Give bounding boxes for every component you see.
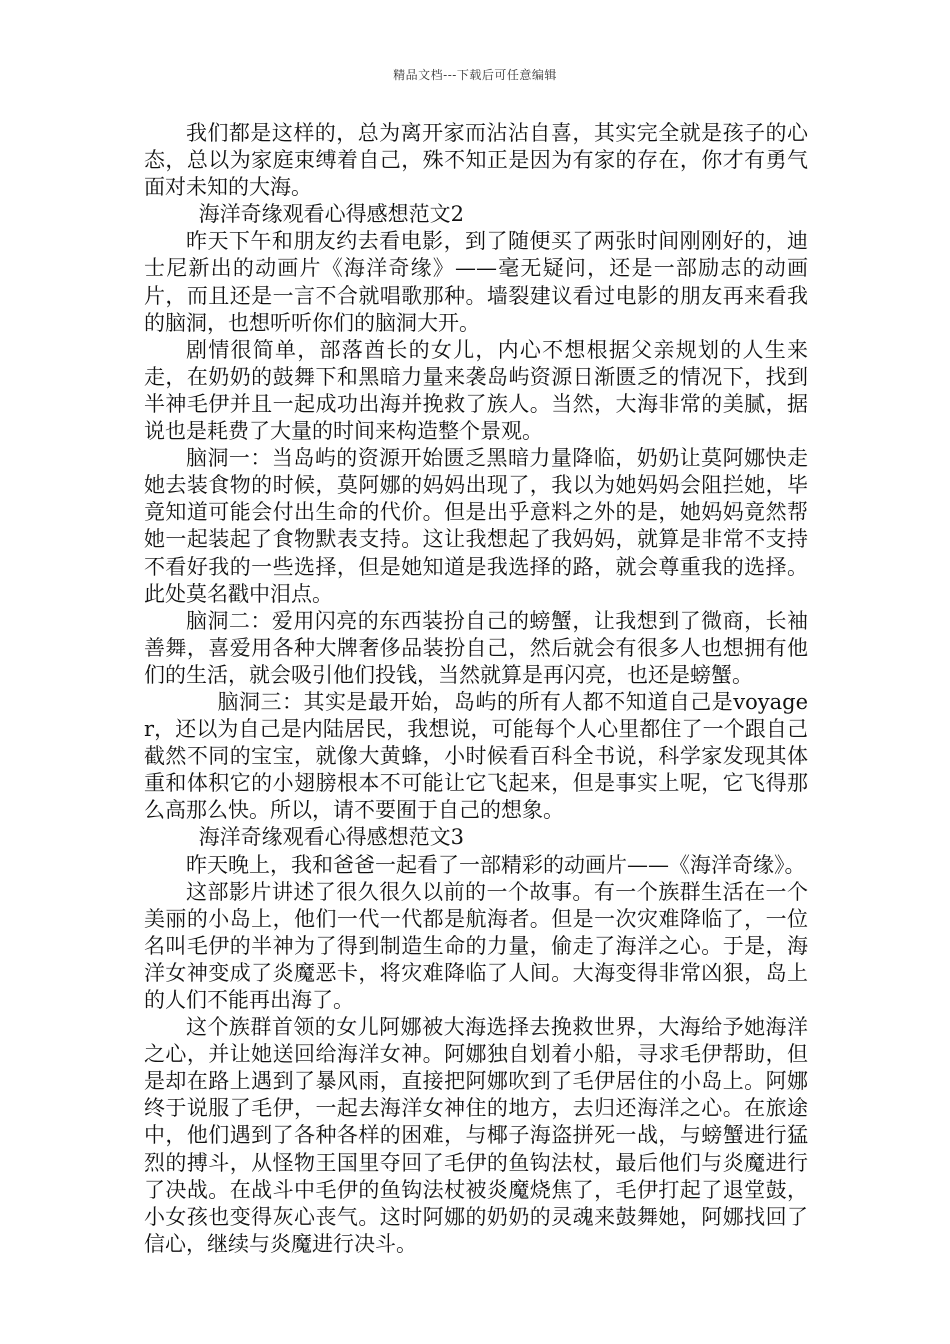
document-body [144,120,808,1258]
paragraph-movie-intro: 昨天下午和朋友约去看电影，到了随便买了两张时间刚刚好的，迪士尼新出的动画片《海洋奇缘》——毫无疑问，还是一部励志的动画片，而且还是一言不合就唱歌那种。墙裂建议看过电影的朋友再来看我的脑洞，也想听听你们的脑洞大开。 [144,229,808,335]
paragraph-watching-with-dad: 昨天晚上，我和爸爸一起看了一部精彩的动画片——《海洋奇缘》。 [186,852,806,877]
paragraph-journey: 这个族群首领的女儿阿娜被大海选择去挽救世界，大海给予她海洋之心，并让她送回给海洋女神。阿娜独自划着小船，寻求毛伊帮助，但是却在路上遇到了暴风雨，直接把阿娜吹到了毛伊居住的小岛上。阿娜终于说服了毛伊，一起去海洋女神住的地方，去归还海洋之心。在旅途中，他们遇到了各种各样的困难，与椰子海盗拼死一战，与螃蟹进行猛烈的搏斗，从怪物王国里夺回了毛伊的鱼钩法杖，最后他们与炎魔进行了决战。在战斗中毛伊的鱼钩法杖被炎魔烧焦了，毛伊打起了退堂鼓，小女孩也变得灰心丧气。这时阿娜的奶奶的灵魂来鼓舞她，阿娜找回了信心，继续与炎魔进行决斗。 [144,1015,808,1256]
page-header: 精品文档---下载后可任意编辑 [393,68,557,82]
paragraph-idea-one: 脑洞一：当岛屿的资源开始匮乏黑暗力量降临，奶奶让莫阿娜快走她去装食物的时候，莫阿娜的妈妈出现了，我以为她妈妈会阻拦她，毕竟知道可能会付出生命的代价。但是出乎意料之外的是，她妈妈竟然帮她一起装起了食物默表支持。这让我想起了我妈妈，就算是非常不支持不看好我的一些选择，但是她知道是我选择的路，就会尊重我的选择。此处莫名戳中泪点。 [144,446,808,606]
section-heading-essay-3: 海洋奇缘观看心得感想范文3 [198,825,464,850]
paragraph-idea-two: 脑洞二：爱用闪亮的东西装扮自己的螃蟹，让我想到了微商，长袖善舞，喜爱用各种大牌奢侈品装扮自己，然后就会有很多人也想拥有他们的生活，就会吸引他们投钱，当然就算是再闪亮，也还是螃蟹。 [144,608,808,687]
paragraph-plot-summary: 剧情很简单，部落酋长的女儿，内心不想根据父亲规划的人生来走，在奶奶的鼓舞下和黑暗力量来袭岛屿资源日渐匮乏的情况下，找到半神毛伊并且一起成功出海并挽救了族人。当然，大海非常的美腻，据说也是耗费了大量的时间来构造整个景观。 [144,337,808,444]
paragraph-idea-three: 脑洞三：其实是最开始，岛屿的所有人都不知道自己是voyager，还以为自己是内陆居民，我想说，可能每个人心里都住了一个跟自己截然不同的宝宝，就像大黄蜂，小时候看百科全书说，科学家发现其体重和体积它的小翅膀根本不可能让它飞起来，但是事实上呢，它飞得那么高那么快。所以，请不要囿于自己的想象。 [144,689,808,823]
paragraph-closing-reflection: 我们都是这样的，总为离开家而沾沾自喜，其实完全就是孩子的心态，总以为家庭束缚着自己，殊不知正是因为有家的存在，你才有勇气面对未知的大海。 [144,121,808,200]
section-heading-essay-2: 海洋奇缘观看心得感想范文2 [198,202,464,227]
paragraph-story-background: 这部影片讲述了很久很久以前的一个故事。有一个族群生活在一个美丽的小岛上，他们一代一代都是航海者。但是一次灾难降临了，一位名叫毛伊的半神为了得到制造生命的力量，偷走了海洋之心。于是，海洋女神变成了炎魔恶卡，将灾难降临了人间。大海变得非常凶狠，岛上的人们不能再出海了。 [144,879,808,1012]
